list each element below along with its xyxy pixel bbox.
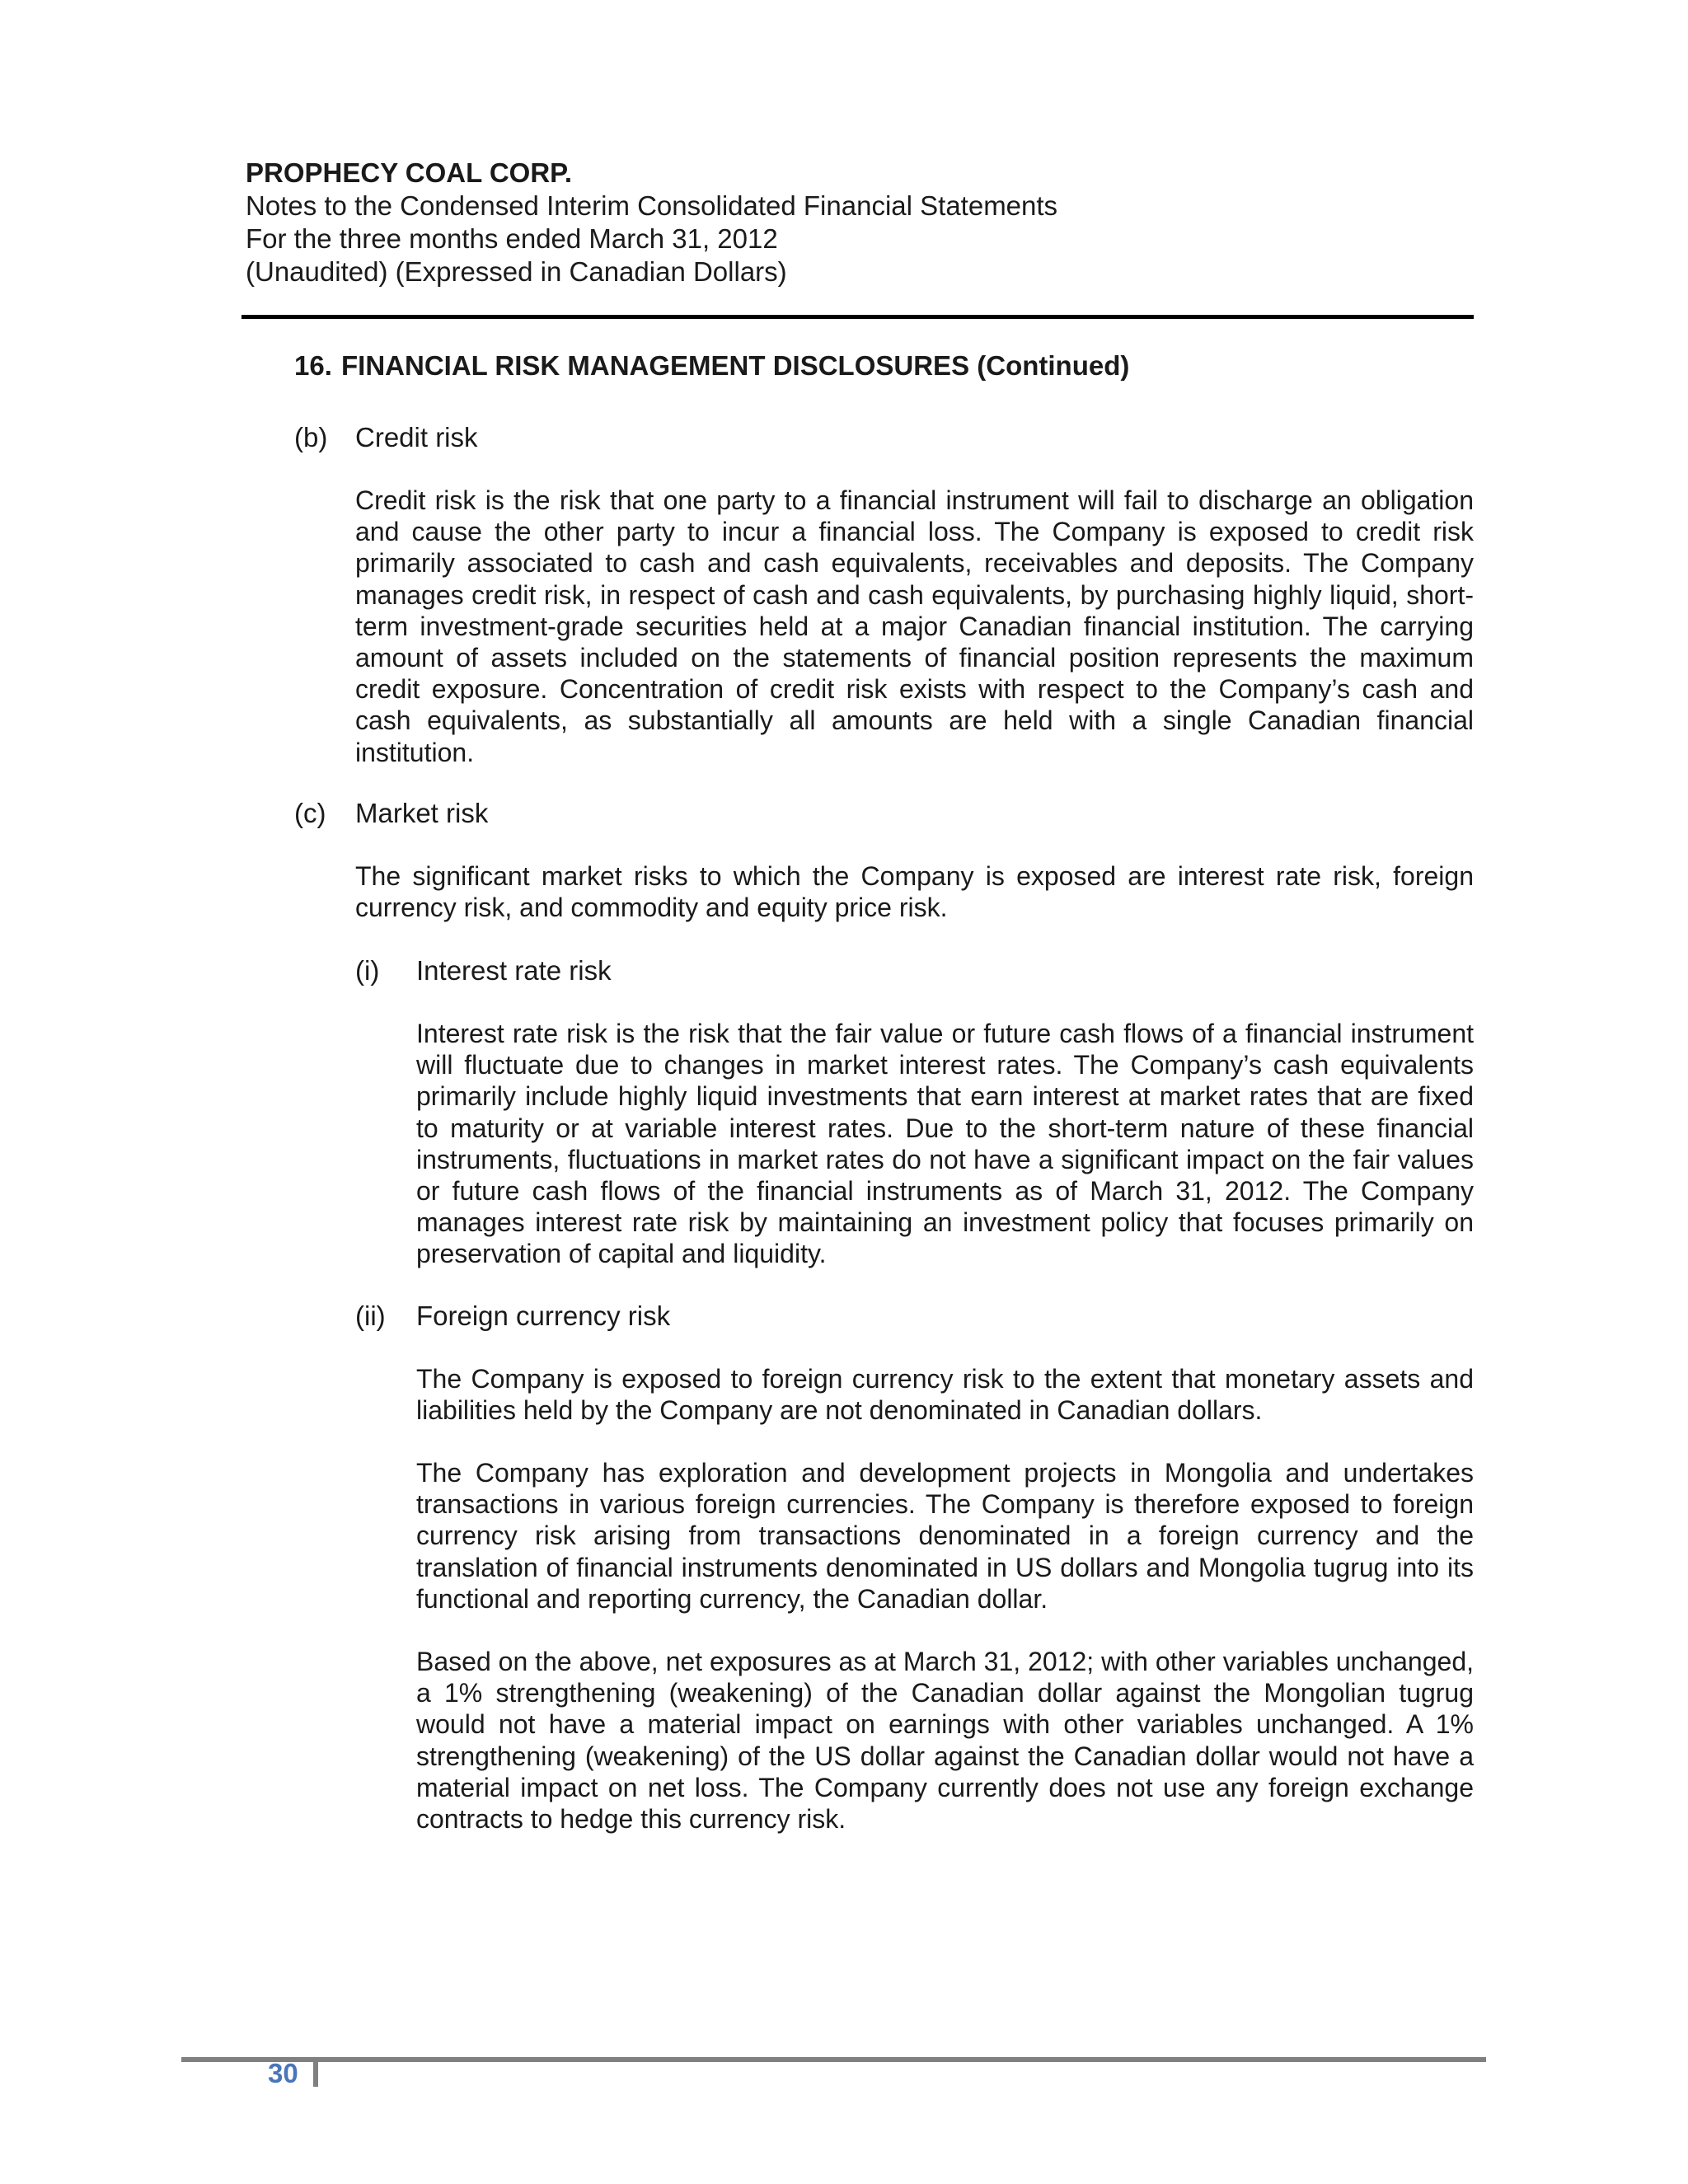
interest-rate-risk-label: Interest rate risk [416,955,612,986]
company-name: PROPHECY COAL CORP. [246,157,573,188]
foreign-currency-risk-paragraph-1: The Company is exposed to foreign currency risk to the extent that monetary assets and liabilities held by the Company are not denominated in Canadian dollars. [416,1364,1474,1426]
credit-risk-label: Credit risk [355,422,478,452]
foreign-currency-risk-paragraph-3: Based on the above, net exposures as at March 31, 2012; with other variables unchanged, a 1% strengthening (weakening) of the Canadian dollar against the Mongolian tugrug would not have a material impact on earnings with other variables unchanged. A 1% strengthening (weakening) of the US dollar against the Canadian dollar would not have a material impact on net loss. The Company currently does not use any foreign exchange contracts to hedge this currency risk. [416,1647,1474,1835]
footer-divider [181,2057,1486,2062]
header-divider [241,315,1474,319]
footer-divider-tick [313,2057,318,2087]
foreign-currency-risk-label: Foreign currency risk [416,1301,671,1331]
section-number: 16. [294,350,332,381]
section-title [294,350,1129,382]
item-marker-c: (c) [294,798,326,828]
statement-title: Notes to the Condensed Interim Consolidated Financial Statements [246,190,1058,221]
market-risk-paragraph: The significant market risks to which the Company is exposed are interest rate risk, foreign currency risk, and commodity and equity price risk. [355,861,1474,923]
statement-period: For the three months ended March 31, 2012 [246,223,778,254]
item-marker-i: (i) [355,955,380,986]
foreign-currency-risk-paragraph-2: The Company has exploration and development projects in Mongolia and undertakes transactions in various foreign currencies. The Company is therefore exposed to foreign currency risk arising from transactions denominated in a foreign currency and the translation of financial instruments denominated in US dollars and Mongolia tugrug into its functional and reporting currency, the Canadian dollar. [416,1458,1474,1614]
interest-rate-risk-paragraph: Interest rate risk is the risk that the fair value or future cash flows of a financial instrument will fluctuate due to changes in market interest rates. The Company’s cash equivalents primarily include highly liquid investments that earn interest at market rates that are fixed to maturity or at variable interest rates. Due to the short-term nature of these financial instruments, fluctuations in market rates do not have a significant impact on the fair values or future cash flows of the financial instruments as of March 31, 2012. The Company manages interest rate risk by maintaining an investment policy that focuses primarily on preservation of capital and liquidity. [416,1019,1474,1269]
credit-risk-paragraph: Credit risk is the risk that one party to a financial instrument will fail to discharge an obligation and cause the other party to incur a financial loss. The Company is exposed to credit risk primarily associated to cash and cash equivalents, receivables and deposits. The Company manages credit risk, in respect of cash and cash equivalents, by purchasing highly liquid, short-term investment-grade securities held at a major Canadian financial institution. The carrying amount of assets included on the statements of financial position represents the maximum credit exposure. Concentration of credit risk exists with respect to the Company’s cash and cash equivalents, as substantially all amounts are held with a single Canadian financial institution. [355,485,1474,767]
section-heading: FINANCIAL RISK MANAGEMENT DISCLOSURES (Continued) [341,350,1130,381]
statement-basis: (Unaudited) (Expressed in Canadian Dollars) [246,256,787,287]
item-marker-b: (b) [294,422,328,452]
page-number: 30 [268,2058,298,2088]
market-risk-label: Market risk [355,798,489,828]
document-header [246,157,1482,288]
item-marker-ii: (ii) [355,1301,386,1331]
